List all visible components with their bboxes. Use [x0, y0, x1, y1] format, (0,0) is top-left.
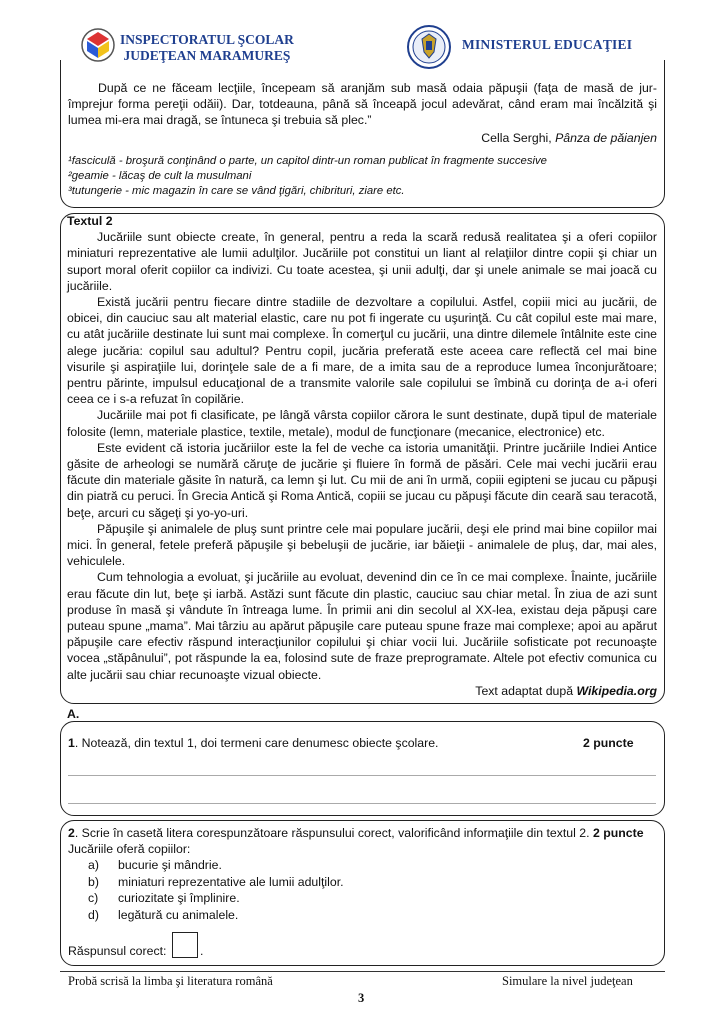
footnote: ¹fasciculă - broşură conţinând o parte, un capitol dintr-un roman publicat în fragmente succesive [68, 154, 547, 167]
options-list [68, 857, 344, 923]
text2-paragraph: Este evident că istoria jucăriilor este la fel de veche ca istoria umanităţii. Printre jucăriile Indiei Antice găsite de arheologi se numără căruţe de jucărie şi fluiere în formă de păsări. Cele mai vechi jucării erau făcute din materiale găsite în natură, ca lemn şi lut. Cu mii de ani în urmă, copiii egipteni se jucau cu păpuşi din piatră cu peruci. În Grecia Antică şi Roma Antică, copiii se jucau cu păpuşi făcute din ceară sau teracotă, beţe, arcuri cu săgeţi şi yo-yo-uri. [67, 440, 657, 520]
text2-paragraph: Jucăriile sunt obiecte create, în general, pentru a reda la scară redusă realitatea şi a oferi copiilor miniaturi reprezentative ale lumii adulţilor. Jucăriile pot constitui un liant al relaţiilor dintre copii şi chiar un suport moral oferit copiilor ca indivizi. Cu toate acestea, şi unii adulţi, dar şi unele animale se mai joacă cu jucăriile. [67, 230, 657, 293]
ministry-title: MINISTERUL EDUCAŢIEI [462, 37, 633, 52]
section-a-label: A. [67, 707, 80, 721]
inspectorate-logo [80, 27, 116, 63]
question-1-points: 2 puncte [583, 736, 634, 750]
question-2-points: 2 puncte [593, 826, 644, 840]
answer-box[interactable] [172, 932, 198, 958]
text1-attribution: Cella Serghi, Pânza de păianjen [481, 130, 657, 145]
text2-paragraph: Există jucării pentru fiecare dintre stadiile de dezvoltare a copilului. Astfel, copiii mici au jucării, de obicei, din cauciuc sau alt material elastic, care nu pot fi ingerate cu uşurinţă. Cu cât copilul este mai mare, cu atât jucăriile destinate lui sunt mai complexe. În comerţul cu jucării, una dintre dilemele întâlnite este cine alege jucăria: copilul sau adultul? Pentru copil, jucăria preferată este aceea care reflectă cel mai bine visurile şi aspiraţiile lui, dorinţele sale de a fi mare, de a imita sau de a reproduce lumea înconjurătoare; pentru părinte, impulsul educaţional de a transmite valorile sale copilului se îmbină cu dorinţa de a-i oferi ceea ce i s-a refuzat în copilărie. [67, 295, 657, 407]
option-c[interactable]: c) curiozitate şi împlinire. [88, 891, 240, 905]
option-a[interactable]: a) bucurie şi mândrie. [88, 858, 222, 872]
text2-title: Textul 2 [67, 214, 113, 228]
text2-paragraph: Jucăriile mai pot fi clasificate, pe lângă vârsta copiilor cărora le sunt destinate, după tipul de materiale folosite (lemn, materiale plastice, textile, metale), modul de funcţionare (mecanice, electronice) etc. [67, 408, 657, 439]
answer-suffix: . [200, 944, 204, 958]
text1-frame [60, 60, 665, 208]
question-2-stem: Jucăriile oferă copiilor: [68, 842, 191, 856]
answer-label: Răspunsul corect: [68, 944, 167, 958]
option-d[interactable]: d) legătură cu animalele. [88, 907, 239, 922]
option-b[interactable]: b) miniaturi reprezentative ale lumii adulţilor. [88, 874, 344, 889]
question-2-text: 2. Scrie în casetă litera corespunzătoare răspunsului corect, valorificând informaţiile din textul 2. [68, 826, 590, 840]
text2-paragraph: Păpuşile şi animalele de pluş sunt printre cele mai populare jucării, deşi ele prind mai bine copiilor mai mici. În general, fetele preferă păpuşile şi bebeluşii de jucărie, iar băieţii - animalele de pluş, dar, mai ales, vehiculele. [67, 521, 657, 569]
footer-rule [60, 971, 665, 972]
inspectorate-title: INSPECTORATUL ŞCOLAR JUDEŢEAN MARAMUREŞ [120, 32, 294, 63]
text2-content [67, 213, 657, 699]
text2-paragraph: Cum tehnologia a evoluat, şi jucăriile au evoluat, devenind din ce în ce mai complexe. Înainte, jucăriile erau făcute din lut, beţe şi iarbă. Astăzi sunt făcute din plastic, cauciuc sau chiar metal. În ziua de azi sunt produse în masă şi vândute în întreaga lume. În primii ani din secolul al XX-lea, existau deja păpuşi care puteau spune „mama”. Mai târziu au apărut păpuşile care puteau spune fraze mai complexe; apoi au apărut păpuşile care efectiv răspund interacţiunilor copilului şi chiar vocii lui. Jucăriile sofisticate pot recunoaşte vocea „stăpânului”, pot răspunde la ea, folosind sute de fraze preprogramate. Altele pot efectiv comunica cu alte jucării sau chiar recunoaşte vizual obiecte. [67, 570, 657, 682]
footer-right: Simulare la nivel judeţean [502, 974, 633, 988]
answer-line[interactable] [68, 775, 656, 776]
footnote: ²geamie - lăcaş de cult la musulmani [68, 169, 252, 182]
text1-last-paragraph: După ce ne făceam lecţiile, începeam să aranjăm sub masă odaia păpuşii (faţa de masă de jur-împrejur forma pereţii odăii). Dar, totdeauna, până să înceapă jocul adevărat, când eram mai încălzită şi lumea mi-era mai dragă, se întuneca şi trebuia să plec.” [68, 81, 657, 128]
footnote: ³tutungerie - mic magazin în care se vând ţigări, chibrituri, ziare etc. [68, 184, 405, 197]
question-1-text: 1. Notează, din textul 1, doi termeni care denumesc obiecte şcolare. [68, 736, 439, 750]
footer-left: Probă scrisă la limba şi literatura română [68, 974, 273, 988]
page-number: 3 [358, 991, 365, 1005]
answer-line[interactable] [68, 803, 656, 804]
text2-source: Text adaptat după Wikipedia.org [475, 683, 657, 698]
